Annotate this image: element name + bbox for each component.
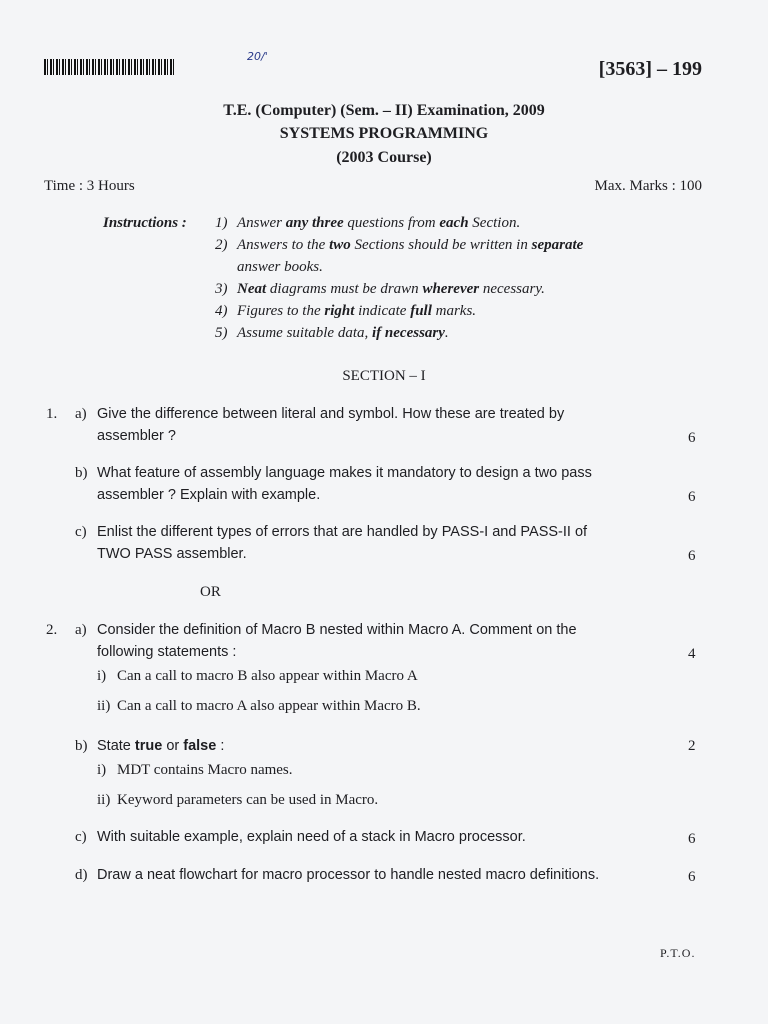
instruction-item: 4) Figures to the right indicate full marks.	[215, 303, 477, 319]
question-part-label: b)	[75, 465, 88, 481]
question-text: Enlist the different types of errors that are handled by PASS-I and PASS-II of	[97, 524, 588, 540]
sub-statement: i) MDT contains Macro names.	[97, 762, 293, 778]
question-text: TWO PASS assembler.	[97, 546, 247, 562]
section-heading: SECTION – I	[342, 368, 426, 384]
question-text: Consider the definition of Macro B nested within Macro A. Comment on the	[97, 622, 577, 638]
question-marks: 4	[688, 646, 696, 662]
question-marks: 6	[688, 548, 696, 564]
instruction-item: 5) Assume suitable data, if necessary.	[215, 325, 449, 341]
question-marks: 6	[688, 489, 696, 505]
paper-code: [3563] – 199	[598, 58, 702, 80]
subject-title: SYSTEMS PROGRAMMING	[279, 125, 489, 142]
instruction-item: 2) Answers to the two Sections should be written in separate	[215, 237, 584, 253]
course-title: (2003 Course)	[336, 149, 432, 166]
question-marks: 6	[688, 869, 696, 885]
time-allowed: Time : 3 Hours	[44, 178, 135, 194]
instruction-item: 3) Neat diagrams must be drawn wherever necessary.	[215, 281, 545, 297]
question-part-label: d)	[75, 867, 88, 883]
question-marks: 6	[688, 831, 696, 847]
question-marks: 2	[688, 738, 696, 754]
question-number: 2.	[46, 622, 58, 638]
question-part-label: c)	[75, 829, 87, 845]
question-part-label: a)	[75, 622, 87, 638]
max-marks: Max. Marks : 100	[594, 178, 702, 194]
question-number: 1.	[46, 406, 58, 422]
question-text: assembler ? Explain with example.	[97, 487, 321, 503]
question-text: What feature of assembly language makes it mandatory to design a two pass	[97, 465, 592, 481]
sub-statement: ii) Can a call to macro A also appear within Macro B.	[97, 698, 421, 714]
question-text: Draw a neat flowchart for macro processor to handle nested macro definitions.	[97, 867, 600, 883]
or-divider: OR	[200, 584, 221, 600]
question-marks: 6	[688, 430, 696, 446]
barcode	[44, 59, 174, 75]
instruction-item: 1) Answer any three questions from each Section.	[215, 215, 521, 231]
question-text: Give the difference between literal and symbol. How these are treated by	[97, 406, 565, 422]
question-text: State true or false :	[97, 738, 225, 754]
handwritten-note: 20/'	[247, 50, 268, 63]
pto-footer: P.T.O.	[660, 946, 696, 960]
instruction-continuation: answer books.	[237, 259, 323, 275]
sub-statement: ii) Keyword parameters can be used in Macro.	[97, 792, 379, 808]
exam-title: T.E. (Computer) (Sem. – II) Examination, 2009	[223, 102, 545, 119]
question-part-label: c)	[75, 524, 87, 540]
sub-statement: i) Can a call to macro B also appear within Macro A	[97, 668, 418, 684]
question-part-label: b)	[75, 738, 88, 754]
question-text: With suitable example, explain need of a stack in Macro processor.	[97, 829, 526, 845]
question-part-label: a)	[75, 406, 87, 422]
instructions-heading: Instructions :	[103, 215, 187, 231]
question-text: assembler ?	[97, 428, 176, 444]
question-text: following statements :	[97, 644, 237, 660]
